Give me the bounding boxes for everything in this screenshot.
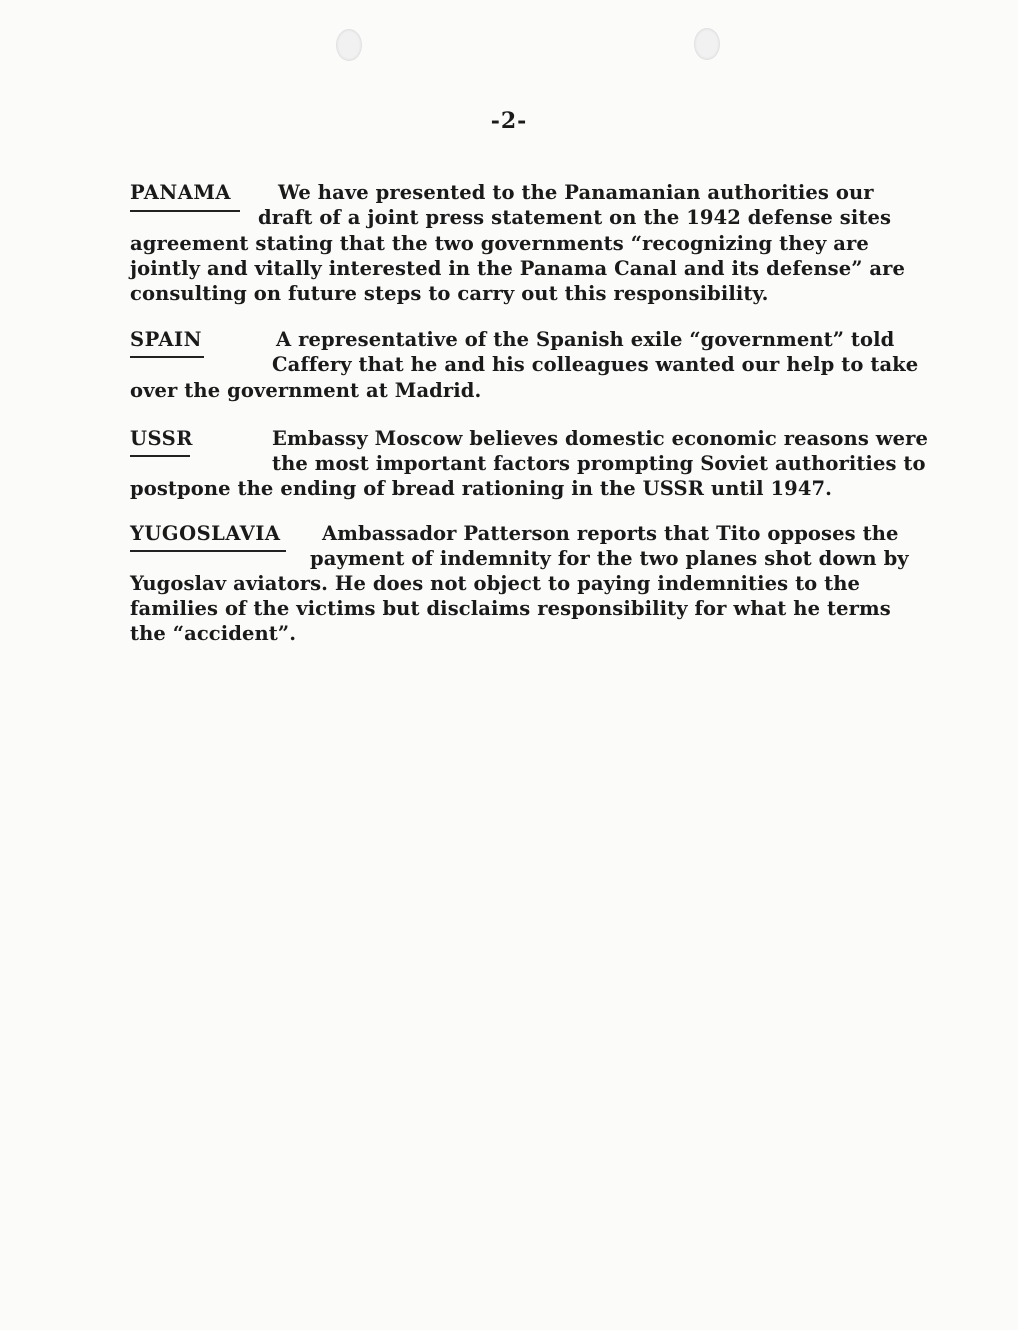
entry-line: We have presented to the Panamanian authorities our	[278, 181, 874, 204]
entry-line: the most important factors prompting Soviet authorities to	[272, 452, 926, 475]
entry-line: Caffery that he and his colleagues wanted our help to take	[272, 353, 919, 376]
entry-line: the “accident”.	[130, 622, 297, 645]
entry-heading: PANAMA	[130, 181, 232, 204]
heading-underline	[130, 210, 240, 212]
entry-line: agreement stating that the two governments “recognizing they are	[130, 232, 869, 255]
entry-heading: USSR	[130, 427, 193, 450]
entry-line: draft of a joint press statement on the 1942 defense sites	[258, 206, 892, 229]
entry-line: consulting on future steps to carry out this responsibility.	[130, 282, 769, 305]
entry-yugoslavia	[130, 521, 930, 651]
entry-line: A representative of the Spanish exile “government” told	[276, 328, 895, 351]
entry-line: Embassy Moscow believes domestic economic reasons were	[272, 427, 929, 450]
heading-underline	[130, 455, 190, 457]
entry-ussr	[130, 426, 930, 506]
entry-line: jointly and vitally interested in the Panama Canal and its defense” are	[130, 257, 906, 280]
entry-heading: YUGOSLAVIA	[130, 522, 281, 545]
entry-spain	[130, 327, 930, 407]
entry-line: Yugoslav aviators. He does not object to paying indemnities to the	[130, 572, 861, 595]
page-number: -2-	[490, 108, 528, 134]
entry-line: Ambassador Patterson reports that Tito opposes the	[322, 522, 899, 545]
entry-line: postpone the ending of bread rationing in the USSR until 1947.	[130, 477, 833, 500]
heading-underline	[130, 356, 204, 358]
entry-heading: SPAIN	[130, 328, 202, 351]
heading-underline	[130, 550, 286, 552]
punch-hole-left	[336, 29, 362, 61]
entry-line: payment of indemnity for the two planes shot down by	[310, 547, 909, 570]
punch-hole-right	[694, 28, 720, 60]
entry-line: families of the victims but disclaims responsibility for what he terms	[130, 597, 891, 620]
entry-panama	[130, 180, 930, 310]
entry-line: over the government at Madrid.	[130, 379, 482, 402]
